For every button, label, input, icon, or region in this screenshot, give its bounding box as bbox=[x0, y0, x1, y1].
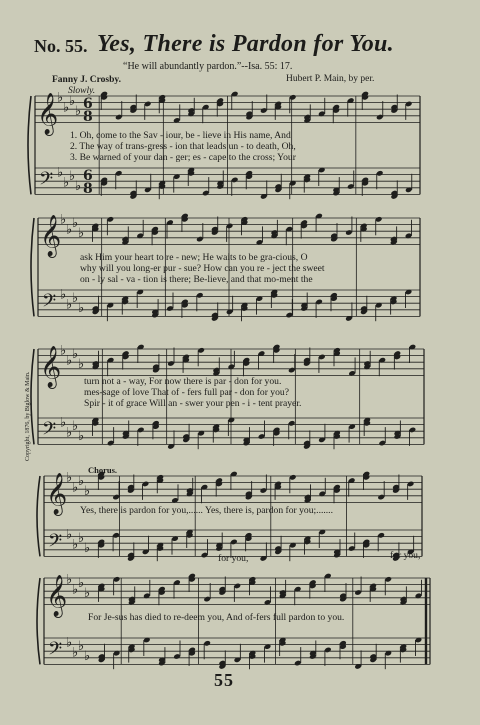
bass-clef: 𝄢 bbox=[48, 638, 63, 664]
brace bbox=[28, 96, 31, 194]
flat-sign: ♭ bbox=[63, 100, 70, 116]
chorus-line: Yes, there is pardon for you,...... Yes, there is, pardon for you;....... bbox=[80, 505, 333, 516]
flat-sign: ♭ bbox=[57, 165, 64, 181]
flat-sign: ♭ bbox=[78, 300, 85, 316]
copyright-notice: Copyright, 1876, by Biglow & Main. bbox=[25, 371, 31, 461]
flat-sign: ♭ bbox=[72, 290, 79, 306]
verse-line: ask Him your heart to re - new; He waits to be gra-cious, O bbox=[80, 252, 308, 263]
flat-sign: ♭ bbox=[66, 297, 73, 313]
bass-clef: 𝄢 bbox=[48, 530, 63, 556]
verse-line: Spir - it of grace Will an - swer your pen - i - tent prayer. bbox=[84, 398, 302, 409]
flat-sign: ♭ bbox=[72, 582, 79, 598]
verse-line: turn not a - way, For now there is par - don for you. bbox=[84, 376, 282, 387]
chorus-label: Chorus. bbox=[88, 465, 118, 475]
flat-sign: ♭ bbox=[72, 645, 79, 661]
flat-sign: ♭ bbox=[78, 356, 85, 372]
bass-clef: 𝄢 bbox=[42, 290, 57, 316]
flat-sign: ♭ bbox=[66, 572, 73, 588]
flat-sign: ♭ bbox=[84, 483, 91, 499]
brace bbox=[37, 578, 40, 664]
treble-clef: 𝄞 bbox=[46, 473, 68, 515]
verse-line: 1. Oh, come to the Sav - iour, be - lieve in His name, And bbox=[70, 130, 291, 141]
brace bbox=[31, 349, 34, 444]
flat-sign: ♭ bbox=[75, 178, 82, 194]
composer: Hubert P. Main, by per. bbox=[286, 74, 375, 84]
treble-clef: 𝄞 bbox=[46, 575, 68, 617]
flat-sign: ♭ bbox=[72, 537, 79, 553]
flat-sign: ♭ bbox=[72, 346, 79, 362]
chorus-line: For Je-sus has died to re-deem you, And of-fers full pardon to you. bbox=[88, 612, 345, 623]
time-signature: 6 bbox=[83, 96, 93, 112]
flat-sign: ♭ bbox=[66, 425, 73, 441]
hymn-number: No. 55. bbox=[34, 36, 88, 56]
flat-sign: ♭ bbox=[78, 530, 85, 546]
flat-sign: ♭ bbox=[84, 585, 91, 601]
flat-sign: ♭ bbox=[66, 222, 73, 238]
time-signature: 8 bbox=[83, 181, 93, 197]
flat-sign: ♭ bbox=[72, 215, 79, 231]
page-number: 55 bbox=[214, 670, 234, 690]
flat-sign: ♭ bbox=[75, 103, 82, 119]
verse-line: why will you long-er pur - sue? How can you re - ject the sweet bbox=[80, 263, 325, 274]
flat-sign: ♭ bbox=[57, 90, 64, 106]
verse-line: on - ly sal - va - tion is there; Be-lieve, and that mo-ment the bbox=[80, 274, 313, 285]
flat-sign: ♭ bbox=[78, 225, 85, 241]
hymn-title: Yes, There is Pardon for You. bbox=[97, 31, 394, 57]
bass-clef: 𝄢 bbox=[39, 168, 54, 194]
flat-sign: ♭ bbox=[60, 343, 67, 359]
flat-sign: ♭ bbox=[60, 287, 67, 303]
verse-line: 2. The way of trans-gress - ion that leads un - to death, Oh, bbox=[70, 141, 296, 152]
time-signature: 8 bbox=[83, 109, 93, 125]
flat-sign: ♭ bbox=[66, 527, 73, 543]
brace bbox=[37, 476, 40, 556]
bass-clef: 𝄢 bbox=[42, 418, 57, 444]
flat-sign: ♭ bbox=[84, 540, 91, 556]
verse-line: 3. Be warned of your dan - ger; es - cape to the cross; Your bbox=[70, 152, 296, 163]
flat-sign: ♭ bbox=[72, 418, 79, 434]
flat-sign: ♭ bbox=[78, 575, 85, 591]
flat-sign: ♭ bbox=[84, 648, 91, 664]
flat-sign: ♭ bbox=[72, 480, 79, 496]
flat-sign: ♭ bbox=[78, 638, 85, 654]
flat-sign: ♭ bbox=[60, 415, 67, 431]
time-signature: 6 bbox=[83, 168, 93, 184]
flat-sign: ♭ bbox=[78, 428, 85, 444]
brace bbox=[31, 218, 34, 316]
lyricist: Fanny J. Crosby. bbox=[52, 75, 121, 85]
verse-line: mes-sage of love That of - fers full par - don for you? bbox=[84, 387, 289, 398]
flat-sign: ♭ bbox=[69, 168, 76, 184]
flat-sign: ♭ bbox=[69, 93, 76, 109]
flat-sign: ♭ bbox=[78, 473, 85, 489]
treble-clef: 𝄞 bbox=[37, 93, 59, 135]
flat-sign: ♭ bbox=[66, 353, 73, 369]
scripture-reference: “He will abundantly pardon.”--Isa. 55: 17. bbox=[123, 61, 293, 72]
treble-clef: 𝄞 bbox=[40, 346, 62, 388]
bass-cue: for you, bbox=[218, 553, 249, 564]
tempo-marking: Slowly. bbox=[68, 86, 96, 96]
flat-sign: ♭ bbox=[63, 175, 70, 191]
flat-sign: ♭ bbox=[66, 635, 73, 651]
bass-cue: for you, bbox=[390, 550, 421, 561]
flat-sign: ♭ bbox=[66, 470, 73, 486]
treble-clef: 𝄞 bbox=[40, 215, 62, 257]
flat-sign: ♭ bbox=[60, 212, 67, 228]
